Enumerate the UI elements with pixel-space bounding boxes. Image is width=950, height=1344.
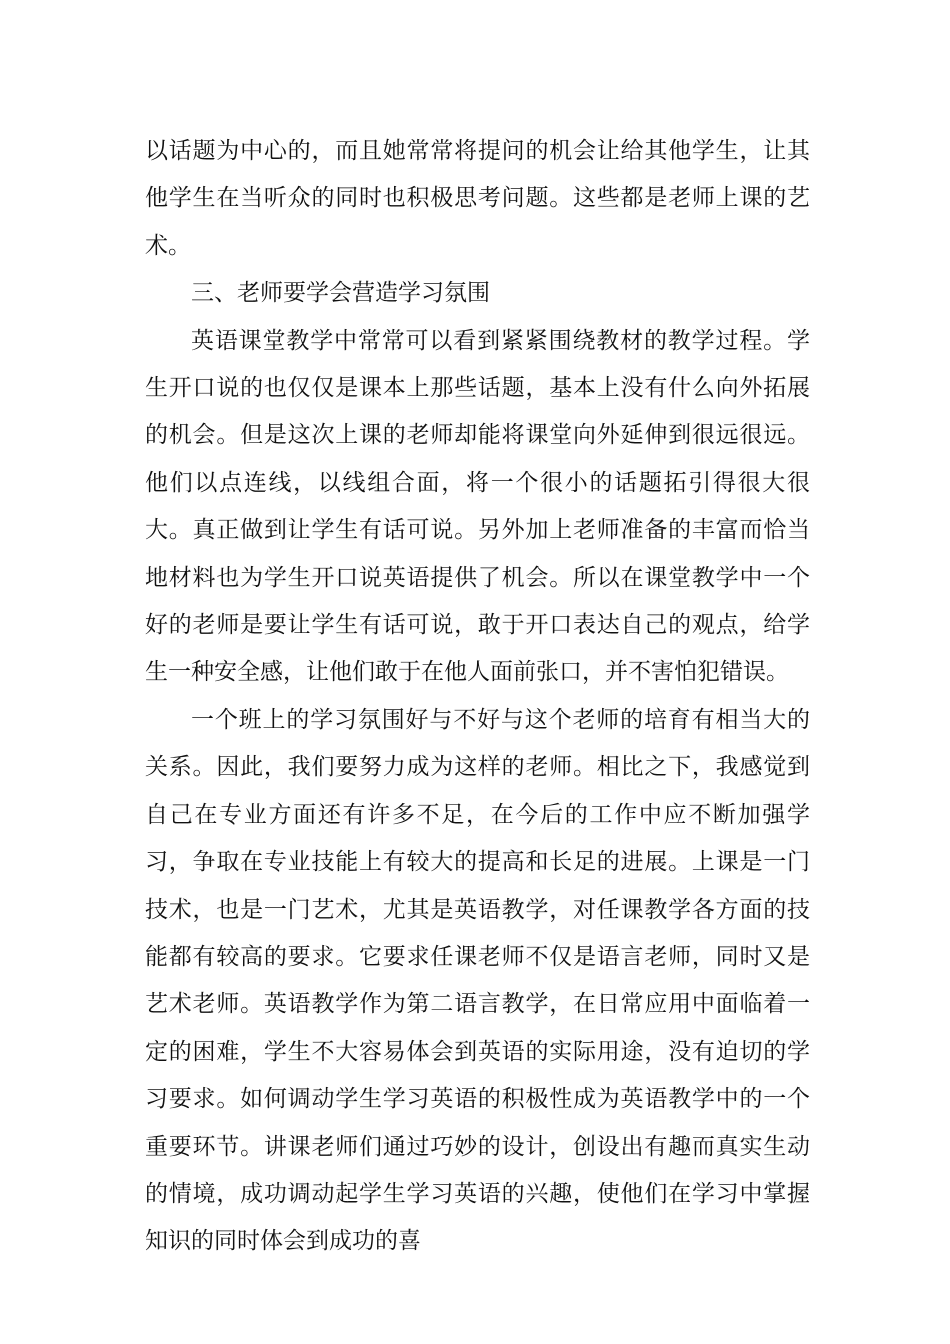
- paragraph-learning-atmosphere: 一个班上的学习氛围好与不好与这个老师的培育有相当大的关系。因此，我们要努力成为这样的老师。相比之下，我感觉到自己在专业方面还有许多不足，在今后的工作中应不断加强学习，争取在专业技能上有较大的提高和长足的进展。上课是一门技术，也是一门艺术，尤其是英语教学，对任课教学各方面的技能都有较高的要求。它要求任课老师不仅是语言老师，同时又是艺术老师。英语教学作为第二语言教学，在日常应用中面临着一定的困难，学生不大容易体会到英语的实际用途，没有迫切的学习要求。如何调动学生学习英语的积极性成为英语教学中的一个重要环节。讲课老师们通过巧妙的设计，创设出有趣而真实生动的情境，成功调动起学生学习英语的兴趣，使他们在学习中掌握知识的同时体会到成功的喜: [145, 706, 810, 1255]
- document-body: [145, 128, 810, 1266]
- paragraph-continuation: 以话题为中心的，而且她常常将提问的机会让给其他学生，让其他学生在当听众的同时也积极思考问题。这些都是老师上课的艺术。: [145, 138, 810, 259]
- section-heading: 三、老师要学会营造学习氛围: [191, 280, 490, 307]
- paragraph-classroom-extension: 英语课堂教学中常常可以看到紧紧围绕教材的教学过程。学生开口说的也仅仅是课本上那些话题，基本上没有什么向外拓展的机会。但是这次上课的老师却能将课堂向外延伸到很远很远。他们以点连线，以线组合面，将一个很小的话题拓引得很大很大。真正做到让学生有话可说。另外加上老师准备的丰富而恰当地材料也为学生开口说英语提供了机会。所以在课堂教学中一个好的老师是要让学生有话可说，敢于开口表达自己的观点，给学生一种安全感，让他们敢于在他人面前张口，并不害怕犯错误。: [145, 327, 810, 686]
